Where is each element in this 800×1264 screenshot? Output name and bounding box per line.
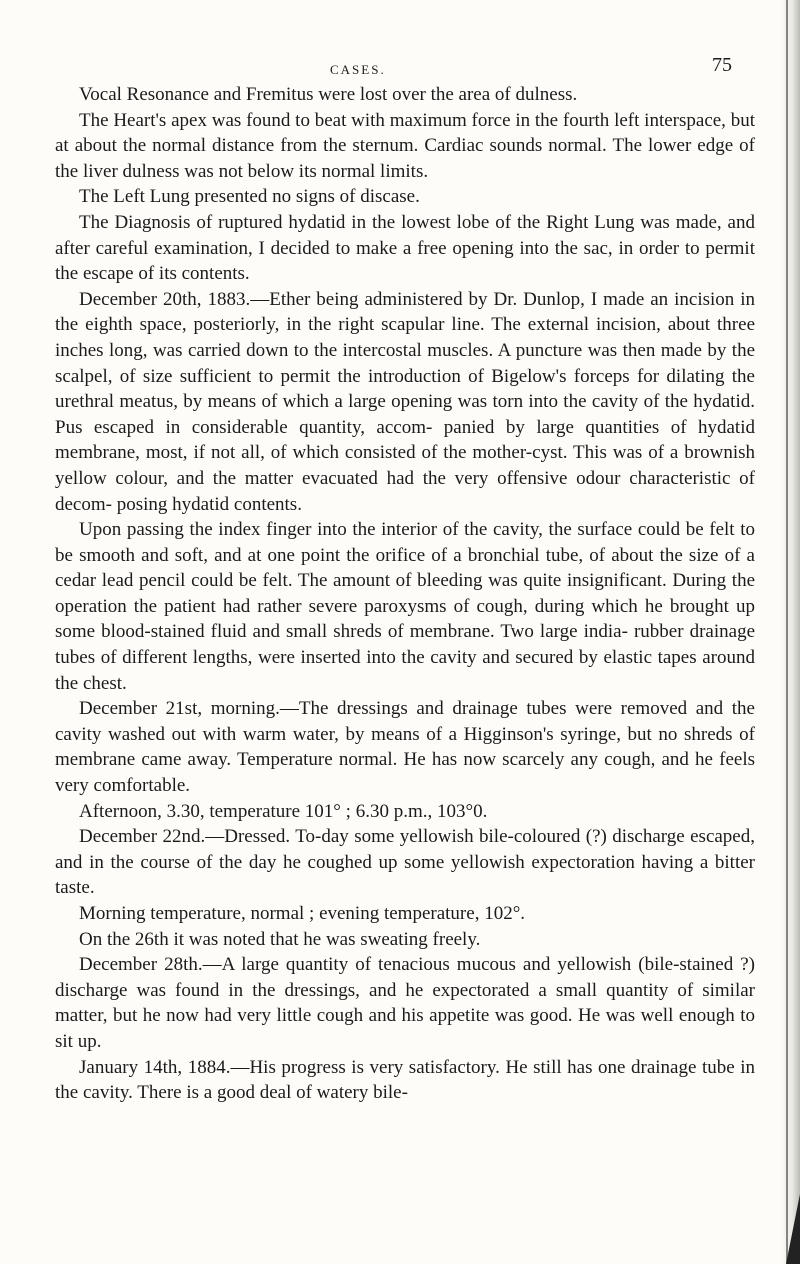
page-edge-shadow <box>780 0 800 1264</box>
body-text <box>55 82 755 1106</box>
paragraph: The Diagnosis of ruptured hydatid in the lowest lobe of the Right Lung was made, and after careful examination, I decided to make a free opening into the sac, in order to permit the escape of its contents. <box>55 211 755 285</box>
paragraph: Upon passing the index finger into the interior of the cavity, the surface could be felt to be smooth and soft, and at one point the orifice of a bronchial tube, of about the size of a cedar lead pencil could be felt. The amount of bleeding was quite insignificant. During the operation the patient had rather severe paroxysms of cough, during which he brought up some blood-stained fluid and small shreds of membrane. Two large india- rubber drainage tubes of different lengths, were inserted into the cavity and secured by elastic tapes around the chest. <box>55 519 755 694</box>
page-number: 75 <box>712 54 732 76</box>
paragraph: January 14th, 1884.—His progress is very satisfactory. He still has one drainage tube in the cavity. There is a good deal of watery bile- <box>55 1056 755 1104</box>
paragraph: December 22nd.—Dressed. To-day some yellowish bile-coloured (?) discharge escaped, and in the course of the day he coughed up some yellowish expectoration having a bitter taste. <box>55 826 755 899</box>
paragraph: December 20th, 1883.—Ether being administered by Dr. Dunlop, I made an incision in the eighth space, posteriorly, in the right scapular line. The external incision, about three inches long, was carried down to the intercostal muscles. A puncture was then made by the scalpel, of size sufficient to permit the introduction of Bigelow's forceps for dilating the urethral meatus, by means of which a large opening was torn into the cavity of the hydatid. Pus escaped in considerable quantity, accom- panied by large quantities of hydatid membrane, most, if not all, of which consisted of the mother-cyst. This was of a brownish yellow colour, and the matter evacuated had the very offensive odour characteristic of decom- posing hydatid contents. <box>55 288 755 515</box>
paragraph: Morning temperature, normal ; evening temperature, 102°. <box>79 903 526 924</box>
binding-edge-line <box>786 0 788 1264</box>
page-header <box>0 54 800 84</box>
paragraph: On the 26th it was noted that he was sweating freely. <box>79 928 481 950</box>
paragraph: December 21st, morning.—The dressings and drainage tubes were removed and the cavity washed out with warm water, by means of a Higginson's syringe, but no shreds of membrane came away. Temperature normal. He has now scarcely any cough, and he feels very comfortable. <box>55 698 755 797</box>
paragraph: Afternoon, 3.30, temperature 101° ; 6.30 p.m., 103°0. <box>79 800 488 822</box>
paragraph: The Left Lung presented no signs of discase. <box>79 186 420 208</box>
paragraph: Vocal Resonance and Fremitus were lost over the area of dulness. <box>79 84 578 105</box>
paragraph: December 28th.—A large quantity of tenacious mucous and yellowish (bile-stained ?) discharge was found in the dressings, and he expectorated a small quantity of similar matter, but he now had very little cough and his appetite was good. He was well enough to sit up. <box>55 954 755 1052</box>
running-head: CASES. <box>330 62 386 77</box>
paragraph: The Heart's apex was found to beat with maximum force in the fourth left interspace, but at about the normal distance from the sternum. Cardiac sounds normal. The lower edge of the liver dulness was not below its normal limits. <box>55 109 755 182</box>
